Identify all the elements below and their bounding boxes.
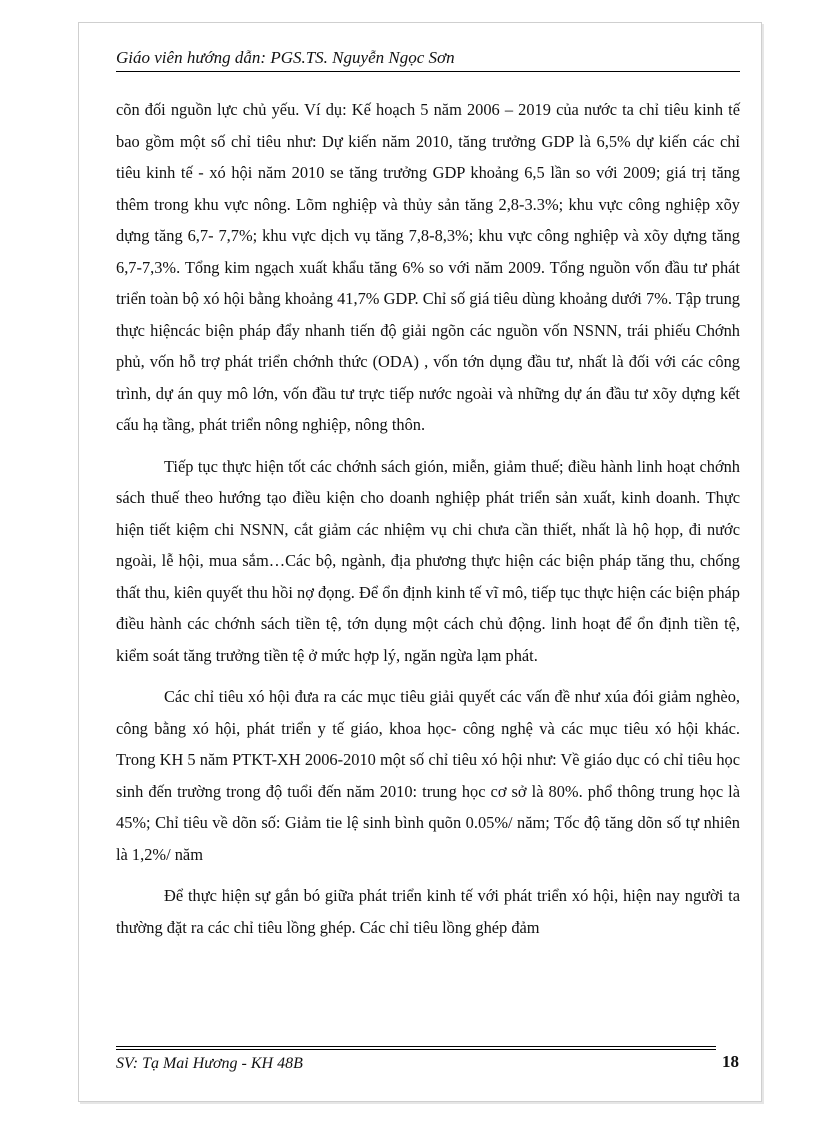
- footer-divider-top: [116, 1046, 716, 1047]
- page-footer-student: SV: Tạ Mai Hương - KH 48B: [116, 1055, 303, 1072]
- paragraph-1: cõn đối nguồn lực chủ yếu. Ví dụ: Kế hoạch 5 năm 2006 – 2019 của nước ta chỉ tiêu kinh tế bao gồm một số chỉ tiêu như: Dự kiến năm 2010, tăng trưởng GDP là 6,5% dự kiến các chỉ tiêu kinh tế - xó hội năm 2010 se tăng trưởng GDP khoảng 6,5 lần so với 2009; giá trị tăng thêm trong khu vực nông. Lõm nghiệp và thủy sản tăng 2,8-3.3%; khu vực công nghiệp xõy dựng tăng 6,7- 7,7%; khu vực dịch vụ tăng 7,8-8,3%; khu vực công nghiệp và xõy dựng tăng 6,7-7,3%. Tổng kim ngạch xuất khẩu tăng 6% so với năm 2009. Tổng nguồn vốn đầu tư phát triển toàn bộ xó hội bằng khoảng 41,7% GDP. Chỉ số giá tiêu dùng khoảng dưới 7%. Tập trung thực hiệncác biện pháp đẩy nhanh tiến độ giải ngõn các nguồn vốn NSNN, trái phiếu Chớnh phủ, vốn hỗ trợ phát triển chớnh thức (ODA) , vốn tớn dụng đầu tư, nhất là đối với các công trình, dự án quy mô lớn, vốn đầu tư trực tiếp nước ngoài và những dự án đầu tư xõy dựng kết cấu hạ tầng, phát triển nông nghiệp, nông thôn.: [116, 100, 740, 434]
- header-divider: [116, 71, 740, 72]
- page-number: 18: [722, 1052, 739, 1071]
- footer-divider-bottom: [116, 1049, 716, 1050]
- page-header: Giáo viên hướng dẫn: PGS.TS. Nguyễn Ngọc Sơn: [116, 48, 455, 67]
- paragraph-2: Tiếp tục thực hiện tốt các chớnh sách gión, miễn, giảm thuế; điều hành linh hoạt chớnh sách thuế theo hướng tạo điều kiện cho doanh nghiệp phát triển sản xuất, kinh doanh. Thực hiện tiết kiệm chi NSNN, cắt giảm các nhiệm vụ chi chưa cần thiết, nhất là hộ họp, đi nước ngoài, lễ hội, mua sắm…Các bộ, ngành, địa phương thực hiện các biện pháp tăng thu, chống thất thu, kiên quyết thu hồi nợ đọng. Để ổn định kinh tế vĩ mô, tiếp tục thực hiện các biện pháp điều hành các chớnh sách tiền tệ, tớn dụng một cách chủ động. linh hoạt để ổn định tiền tệ, kiểm soát tăng trưởng tiền tệ ở mức hợp lý, ngăn ngừa lạm phát.: [116, 456, 740, 665]
- document-body: [116, 94, 740, 943]
- paragraph-4: Để thực hiện sự gắn bó giữa phát triển kinh tế với phát triển xó hội, hiện nay người ta thường đặt ra các chỉ tiêu lồng ghép. Các chỉ tiêu lồng ghép đảm: [116, 886, 740, 937]
- paragraph-3: Các chỉ tiêu xó hội đưa ra các mục tiêu giải quyết các vấn đề như xúa đói giảm nghèo, công bằng xó hội, phát triển y tế giáo, khoa học- công nghệ và các mục tiêu xó hội khác. Trong KH 5 năm PTKT-XH 2006-2010 một số chỉ tiêu xó hội như: Về giáo dục có chỉ tiêu học sinh đến trường trong độ tuổi đến năm 2010: trung học cơ sở là 80%. phổ thông trung học là 45%; Chỉ tiêu về dõn số: Giảm tie lệ sinh bình quõn 0.05%/ năm; Tốc độ tăng dõn số tự nhiên là 1,2%/ năm: [116, 687, 740, 864]
